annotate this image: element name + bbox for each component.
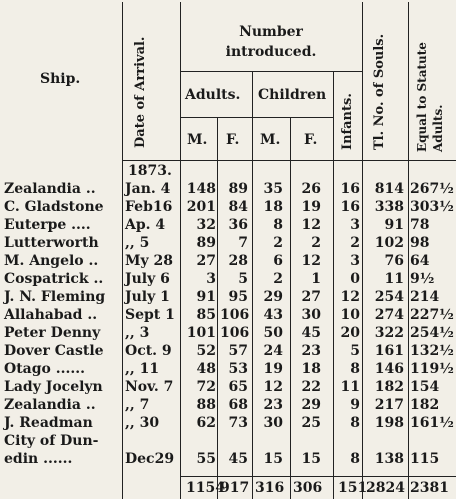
statute-adults: 303½: [410, 199, 454, 215]
ship-name: Peter Denny: [4, 325, 101, 341]
table-row: [0, 415, 456, 431]
adults-f-header: F.: [226, 132, 240, 148]
statute-adults: 182: [410, 397, 440, 413]
infant-count: 8: [350, 451, 360, 467]
child-m-count: 35: [263, 181, 283, 197]
souls-total: 11: [384, 271, 404, 287]
adult-f-count: 65: [228, 379, 248, 395]
souls-total: 322: [374, 325, 404, 341]
ship-name: C. Gladstone: [4, 199, 104, 215]
infant-count: 0: [350, 271, 360, 287]
arrival-date: Oct. 9: [125, 343, 172, 359]
ship-name: J. N. Fleming: [4, 289, 106, 305]
ship-name: edin ......: [4, 451, 73, 467]
infant-count: 8: [350, 361, 360, 377]
child-m-count: 24: [263, 343, 283, 359]
infant-count: 16: [340, 199, 360, 215]
adult-m-count: 91: [196, 289, 216, 305]
adult-f-count: 5: [238, 271, 248, 287]
infant-count: 9: [350, 397, 360, 413]
adult-m-count: 27: [196, 253, 216, 269]
statute-adults: 161½: [410, 415, 454, 431]
ship-name: Dover Castle: [4, 343, 104, 359]
statute-adults: 132½: [410, 343, 454, 359]
infant-count: 3: [350, 217, 360, 233]
year-label: 1873.: [128, 163, 172, 179]
rule-under-adults-children: [180, 117, 333, 118]
adult-m-count: 32: [196, 217, 216, 233]
child-f-count: 27: [301, 289, 321, 305]
date-of-arrival-header: Date of Arrival.: [133, 36, 148, 148]
table-row: [0, 379, 456, 395]
statute-adults: 115: [410, 451, 440, 467]
child-m-count: 2: [273, 271, 283, 287]
table-row: [0, 289, 456, 305]
child-m-count: 2: [273, 235, 283, 251]
table-row: [0, 325, 456, 341]
souls-total: 217: [374, 397, 404, 413]
ship-name: Lutterworth: [4, 235, 99, 251]
ship-name: Zealandia ..: [4, 181, 96, 197]
total-souls: 2824: [366, 480, 405, 496]
ship-header: Ship.: [40, 71, 81, 87]
table-row: [0, 235, 456, 251]
adult-f-count: 73: [228, 415, 248, 431]
arrival-date: ,, 30: [125, 415, 160, 431]
adult-m-count: 48: [196, 361, 216, 377]
arrival-date: Ap. 4: [125, 217, 166, 233]
child-m-count: 8: [273, 217, 283, 233]
statute-adults: 9½: [410, 271, 435, 287]
children-header: Children: [258, 87, 327, 103]
adult-f-count: 45: [228, 451, 248, 467]
adult-m-count: 3: [206, 271, 216, 287]
child-f-count: 30: [301, 307, 321, 323]
infant-count: 10: [340, 307, 360, 323]
souls-total: 161: [374, 343, 404, 359]
child-f-count: 12: [301, 253, 321, 269]
statute-adults: 119½: [410, 361, 454, 377]
arrival-date: ,, 11: [125, 361, 160, 377]
infant-count: 20: [340, 325, 360, 341]
child-m-count: 6: [273, 253, 283, 269]
adult-f-count: 84: [228, 199, 248, 215]
child-m-count: 18: [263, 199, 283, 215]
child-f-count: 15: [301, 451, 321, 467]
ship-name: Lady Jocelyn: [4, 379, 103, 395]
infant-count: 5: [350, 343, 360, 359]
table-row: [0, 433, 456, 449]
statute-adults: 267½: [410, 181, 454, 197]
adult-m-count: 72: [196, 379, 216, 395]
table-row: [0, 397, 456, 413]
child-f-count: 18: [301, 361, 321, 377]
table-row: [0, 199, 456, 215]
souls-total: 338: [374, 199, 404, 215]
table-row: [0, 307, 456, 323]
ship-name: Otago ......: [4, 361, 85, 377]
souls-total: 91: [384, 217, 404, 233]
souls-total: 146: [374, 361, 404, 377]
arrival-date: Feb16: [125, 199, 173, 215]
infants-header: Infants.: [340, 93, 355, 150]
statute-adults-header: Equal to Statute Adults.: [415, 42, 445, 152]
statute-adults: 78: [410, 217, 430, 233]
statute-adults: 254½: [410, 325, 454, 341]
infant-count: 3: [350, 253, 360, 269]
ship-name: Cospatrick ..: [4, 271, 104, 287]
adult-f-count: 57: [228, 343, 248, 359]
adult-m-count: 85: [196, 307, 216, 323]
children-f-header: F.: [304, 132, 318, 148]
table-row: [0, 343, 456, 359]
table-row: [0, 181, 456, 197]
child-f-count: 25: [301, 415, 321, 431]
total-equal: 2381: [410, 480, 449, 496]
adults-header: Adults.: [185, 87, 241, 103]
souls-total: 814: [374, 181, 404, 197]
arrival-date: ,, 5: [125, 235, 150, 251]
child-m-count: 30: [263, 415, 283, 431]
arrival-date: ,, 7: [125, 397, 150, 413]
child-f-count: 2: [311, 235, 321, 251]
souls-total: 182: [374, 379, 404, 395]
total-adult-f: 917: [220, 480, 250, 496]
statute-adults: 98: [410, 235, 430, 251]
child-f-count: 22: [301, 379, 321, 395]
children-m-header: M.: [260, 132, 281, 148]
adult-f-count: 68: [228, 397, 248, 413]
ship-name: Euterpe ....: [4, 217, 91, 233]
child-m-count: 29: [263, 289, 283, 305]
rule-above-totals: [180, 476, 456, 477]
table-row: [0, 217, 456, 233]
adult-m-count: 62: [196, 415, 216, 431]
adult-m-count: 88: [196, 397, 216, 413]
arrival-date: My 28: [125, 253, 173, 269]
child-f-count: 12: [301, 217, 321, 233]
adult-f-count: 7: [238, 235, 248, 251]
ship-name: Allahabad ..: [4, 307, 98, 323]
adult-m-count: 148: [186, 181, 216, 197]
infant-count: 11: [340, 379, 360, 395]
adult-f-count: 36: [228, 217, 248, 233]
souls-total: 76: [384, 253, 404, 269]
souls-total: 198: [374, 415, 404, 431]
infant-count: 16: [340, 181, 360, 197]
adult-f-count: 95: [228, 289, 248, 305]
infant-count: 2: [350, 235, 360, 251]
arrival-date: Dec29: [125, 451, 175, 467]
statute-adults: 227½: [410, 307, 454, 323]
child-f-count: 45: [301, 325, 321, 341]
adults-m-header: M.: [187, 132, 208, 148]
child-f-count: 23: [301, 343, 321, 359]
statute-adults: 154: [410, 379, 440, 395]
adult-f-count: 28: [228, 253, 248, 269]
table-row: [0, 253, 456, 269]
arrival-date: Jan. 4: [125, 181, 171, 197]
adult-m-count: 52: [196, 343, 216, 359]
statute-adults: 214: [410, 289, 440, 305]
infant-count: 12: [340, 289, 360, 305]
child-m-count: 12: [263, 379, 283, 395]
ship-name: City of Dun-: [4, 433, 99, 449]
child-m-count: 15: [263, 451, 283, 467]
ship-name: J. Readman: [4, 415, 93, 431]
child-m-count: 43: [263, 307, 283, 323]
child-f-count: 26: [301, 181, 321, 197]
adult-m-count: 55: [196, 451, 216, 467]
rule-under-header: [122, 160, 456, 161]
number-introduced-header: Number introduced.: [225, 24, 317, 60]
statute-adults: 64: [410, 253, 430, 269]
totals-row: [0, 480, 456, 496]
child-f-count: 1: [311, 271, 321, 287]
child-m-count: 50: [263, 325, 283, 341]
total-infants: 151: [338, 480, 368, 496]
child-f-count: 19: [301, 199, 321, 215]
total-souls-header: Tl. No. of Souls.: [372, 33, 387, 150]
total-child-m: 316: [255, 480, 285, 496]
souls-total: 274: [374, 307, 404, 323]
total-adult-m: 1154: [186, 480, 225, 496]
souls-total: 138: [374, 451, 404, 467]
ship-name: Zealandia ..: [4, 397, 96, 413]
adult-f-count: 106: [220, 325, 250, 341]
arrival-date: July 6: [125, 271, 170, 287]
adult-f-count: 89: [228, 181, 248, 197]
adult-m-count: 89: [196, 235, 216, 251]
arrival-date: July 1: [125, 289, 170, 305]
rule-under-number-introduced: [180, 71, 362, 72]
souls-total: 254: [374, 289, 404, 305]
child-m-count: 23: [263, 397, 283, 413]
arrival-date: ,, 3: [125, 325, 150, 341]
table-row: [0, 271, 456, 287]
adult-f-count: 106: [220, 307, 250, 323]
adult-f-count: 53: [228, 361, 248, 377]
table-row: [0, 451, 456, 467]
souls-total: 102: [374, 235, 404, 251]
arrival-date: Nov. 7: [125, 379, 174, 395]
arrival-date: Sept 1: [125, 307, 175, 323]
adult-m-count: 201: [186, 199, 216, 215]
total-child-f: 306: [293, 480, 323, 496]
child-f-count: 29: [301, 397, 321, 413]
infant-count: 8: [350, 415, 360, 431]
table-row: [0, 361, 456, 377]
ship-name: M. Angelo ..: [4, 253, 99, 269]
child-m-count: 19: [263, 361, 283, 377]
adult-m-count: 101: [186, 325, 216, 341]
